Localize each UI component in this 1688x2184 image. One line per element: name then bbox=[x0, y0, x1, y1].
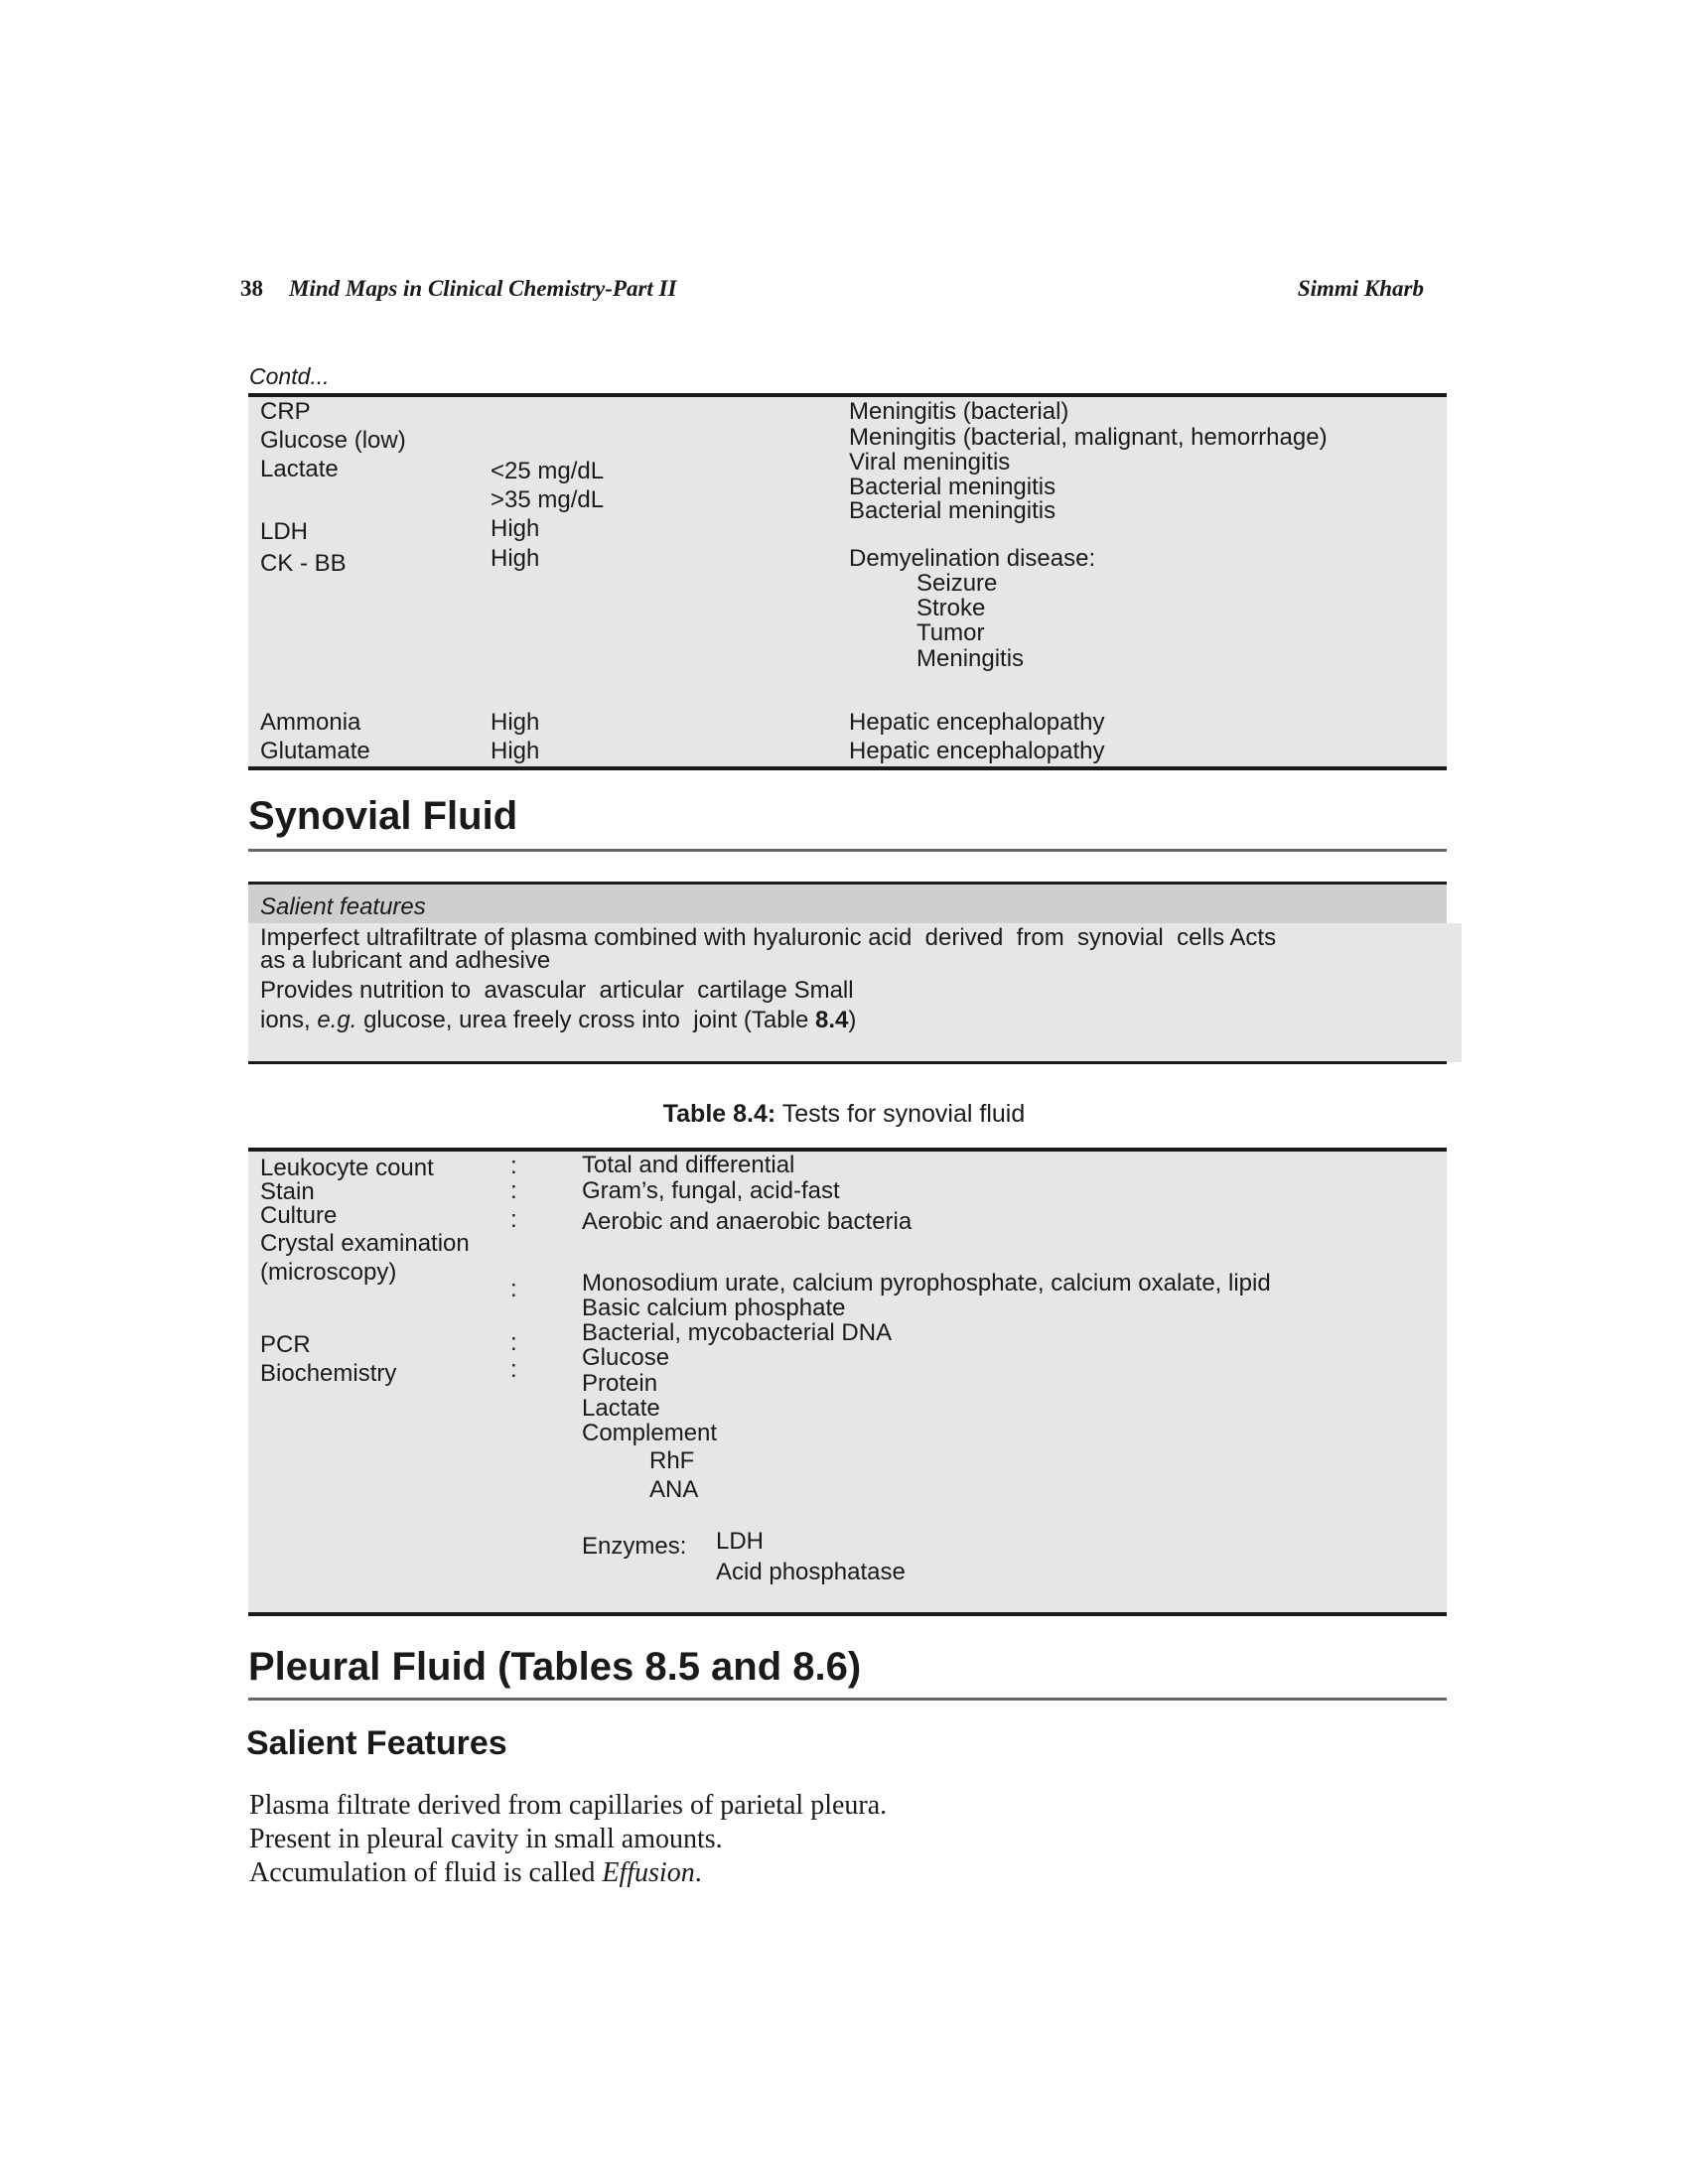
colon: : bbox=[510, 1206, 517, 1233]
colon: : bbox=[510, 1177, 517, 1204]
contd-label: Contd... bbox=[249, 363, 330, 389]
paragraph-line: Present in pleural cavity in small amounts. bbox=[249, 1824, 723, 1854]
text-run-italic: Effusion bbox=[602, 1857, 695, 1888]
csf-table bbox=[248, 393, 1447, 770]
salient-features-header bbox=[248, 882, 1447, 926]
table-cell: Ammonia bbox=[260, 709, 361, 736]
table-cell: Bacterial meningitis bbox=[849, 497, 1056, 524]
table-cell: Complement bbox=[582, 1420, 718, 1446]
text-run: . bbox=[694, 1857, 702, 1888]
table-caption bbox=[0, 1100, 1688, 1129]
table-cell: (microscopy) bbox=[260, 1259, 397, 1286]
table-cell: Total and differential bbox=[582, 1152, 795, 1178]
text-run: glucose, urea freely cross into joint (Table bbox=[356, 1007, 815, 1033]
colon: : bbox=[510, 1356, 517, 1383]
table-cell: PCR bbox=[260, 1331, 311, 1358]
table-cell: Viral meningitis bbox=[849, 449, 1011, 476]
table-cell: Biochemistry bbox=[260, 1360, 397, 1387]
table-cell: RhF bbox=[649, 1447, 695, 1474]
text-run-bold: 8.4 bbox=[814, 1007, 849, 1033]
table-cell: High bbox=[491, 738, 540, 764]
table-cell: Stroke bbox=[916, 595, 986, 621]
table-cell: >35 mg/dL bbox=[491, 486, 605, 513]
table-cell: LDH bbox=[716, 1528, 765, 1555]
table-cell: CK - BB bbox=[260, 550, 347, 577]
table-cell: Meningitis bbox=[916, 645, 1025, 672]
page-number: 38 bbox=[240, 276, 263, 301]
table-cell: CRP bbox=[260, 398, 311, 425]
table-cell: Bacterial meningitis bbox=[849, 474, 1056, 500]
text-run: Accumulation of fluid is called bbox=[249, 1857, 603, 1888]
subheading-salient-features: Salient Features bbox=[246, 1724, 507, 1762]
table-cell: Tumor bbox=[916, 619, 985, 646]
table-cell: Monosodium urate, calcium pyrophosphate, calcium oxalate, lipid bbox=[582, 1270, 1271, 1297]
text-run-italic: e.g. bbox=[317, 1007, 357, 1033]
colon: : bbox=[510, 1276, 517, 1302]
table-cell: Acid phosphatase bbox=[716, 1559, 906, 1585]
table-cell: Glucose (low) bbox=[260, 427, 406, 454]
table-cell: High bbox=[491, 709, 540, 736]
salient-line bbox=[260, 1008, 856, 1032]
table-cell: Protein bbox=[582, 1370, 658, 1397]
table-cell: Meningitis (bacterial) bbox=[849, 398, 1069, 425]
table-cell: Lactate bbox=[582, 1395, 660, 1422]
enzymes-label: Enzymes: bbox=[582, 1533, 687, 1560]
table-cell: Glutamate bbox=[260, 738, 370, 764]
paragraph-line: Plasma filtrate derived from capillaries of parietal pleura. bbox=[249, 1790, 888, 1821]
table-cell: Aerobic and anaerobic bacteria bbox=[582, 1208, 913, 1235]
table-cell: Culture bbox=[260, 1202, 338, 1229]
colon: : bbox=[510, 1329, 517, 1356]
salient-line: Imperfect ultrafiltrate of plasma combined with hyaluronic acid derived from synovial cells Acts bbox=[260, 924, 1277, 951]
section-heading-synovial: Synovial Fluid bbox=[248, 794, 518, 838]
colon: : bbox=[510, 1153, 517, 1179]
text-run: ) bbox=[848, 1007, 857, 1033]
table-cell: Stain bbox=[260, 1178, 315, 1205]
table-cell: High bbox=[491, 515, 540, 542]
table-cell: Demyelination disease: bbox=[849, 545, 1096, 572]
book-title: Mind Maps in Clinical Chemistry-Part II bbox=[289, 276, 677, 301]
author-name: Simmi Kharb bbox=[1297, 276, 1424, 301]
table-cell: Hepatic encephalopathy bbox=[849, 738, 1105, 764]
table-cell: Basic calcium phosphate bbox=[582, 1295, 846, 1321]
table-cell: Crystal examination bbox=[260, 1230, 470, 1257]
table-cell: Leukocyte count bbox=[260, 1155, 434, 1181]
heading-rule bbox=[248, 1698, 1447, 1701]
section-heading-pleural: Pleural Fluid (Tables 8.5 and 8.6) bbox=[248, 1645, 862, 1689]
heading-rule bbox=[248, 849, 1447, 852]
table-cell: Bacterial, mycobacterial DNA bbox=[582, 1319, 893, 1346]
table-cell: High bbox=[491, 545, 540, 572]
paragraph-line bbox=[249, 1857, 702, 1889]
table-cell: LDH bbox=[260, 518, 309, 545]
table-cell: Meningitis (bacterial, malignant, hemorrhage) bbox=[849, 424, 1328, 451]
table-rule bbox=[248, 1061, 1447, 1064]
synovial-tests-table bbox=[248, 1148, 1447, 1616]
table-cell: Gram’s, fungal, acid-fast bbox=[582, 1177, 840, 1204]
salient-line: Provides nutrition to avascular articular cartilage Small bbox=[260, 977, 854, 1004]
table-cell: Lactate bbox=[260, 456, 339, 482]
table-cell: Seizure bbox=[916, 570, 998, 597]
table-cell: <25 mg/dL bbox=[491, 458, 605, 484]
salient-line: as a lubricant and adhesive bbox=[260, 947, 551, 974]
table-cell: ANA bbox=[649, 1476, 699, 1503]
salient-features-label: Salient features bbox=[260, 893, 426, 920]
table-cell: Hepatic encephalopathy bbox=[849, 709, 1105, 736]
caption-label: Table 8.4: bbox=[662, 1100, 776, 1128]
table-cell: Glucose bbox=[582, 1344, 670, 1371]
text-run: ions, bbox=[260, 1007, 318, 1033]
caption-text: Tests for synovial fluid bbox=[775, 1100, 1026, 1128]
